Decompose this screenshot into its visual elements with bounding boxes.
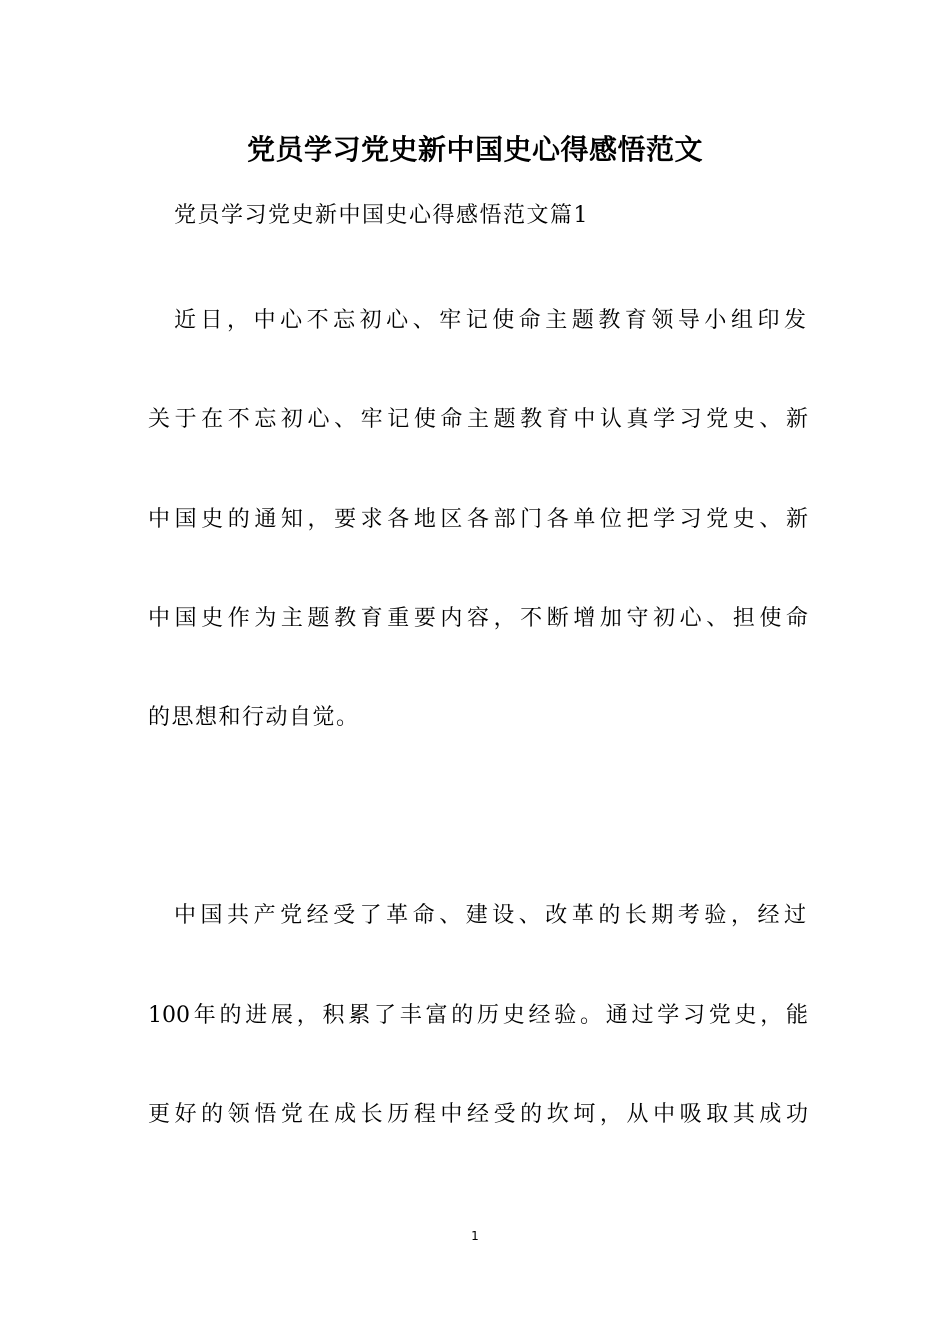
paragraph-line: 关于在不忘初心、牢记使命主题教育中认真学习党史、新 (148, 407, 808, 432)
page-number: 1 (471, 1229, 479, 1243)
paragraph-line: 近日，中心不忘初心、牢记使命主题教育领导小组印发 (174, 308, 806, 333)
paragraph-line: 中国史作为主题教育重要内容，不断增加守初心、担使命 (148, 606, 808, 631)
paragraph-line: 中国史的通知，要求各地区各部门各单位把学习党史、新 (148, 507, 808, 532)
paragraph-line: 的思想和行动自觉。 (148, 705, 360, 730)
paragraph-line: 更好的领悟党在成长历程中经受的坎坷，从中吸取其成功 (148, 1102, 808, 1127)
document-title: 党员学习党史新中国史心得感悟范文 (246, 133, 703, 166)
paragraph-line: 中国共产党经受了革命、建设、改革的长期考验，经过 (174, 903, 806, 928)
document-subtitle: 党员学习党史新中国史心得感悟范文篇1 (174, 203, 589, 228)
paragraph-line: 100年的进展，积累了丰富的历史经验。通过学习党史，能 (148, 1003, 808, 1028)
